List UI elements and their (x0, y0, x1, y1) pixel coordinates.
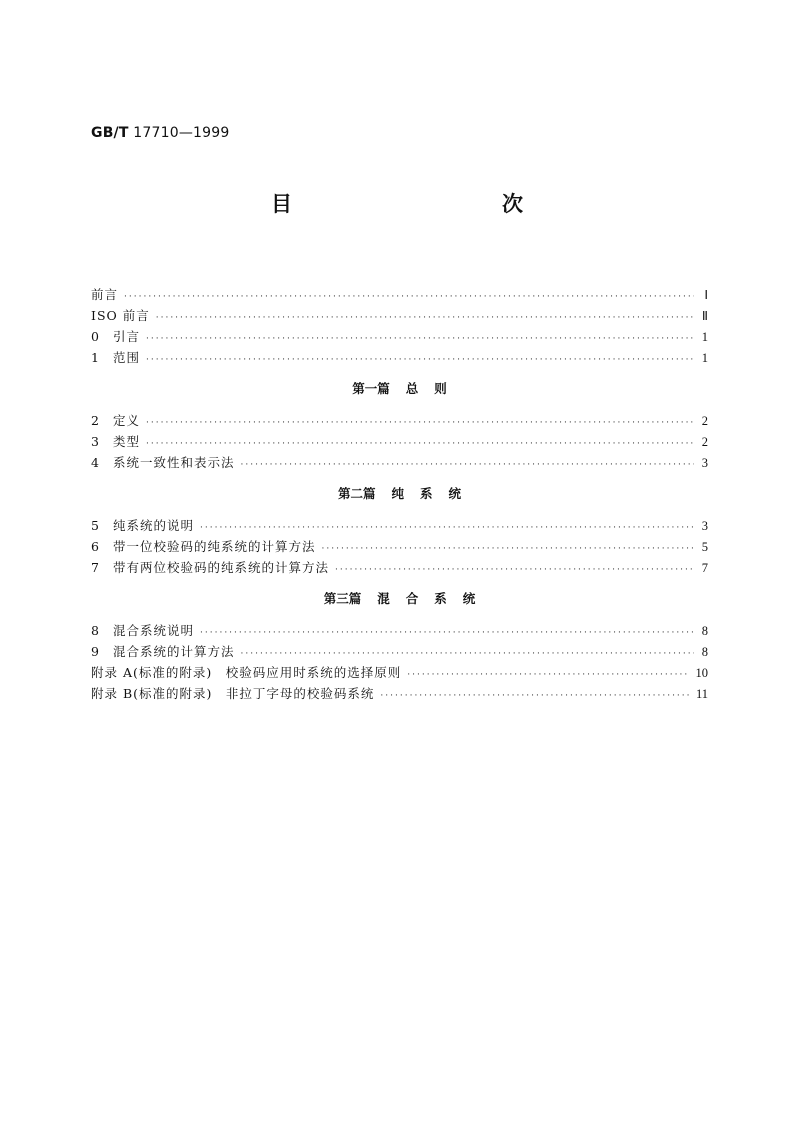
toc-entry-page: 3 (701, 456, 708, 470)
part-heading-text: 统 (448, 486, 462, 501)
toc-entry-title: 定义 (113, 413, 141, 428)
toc-entry-title: 类型 (113, 434, 141, 449)
toc-entry-title: 前言 (91, 287, 119, 302)
toc-entry-page: 1 (701, 351, 708, 365)
part-heading-text: 第一篇 (352, 381, 390, 396)
toc-entry-annex-b[interactable] (91, 683, 708, 704)
dot-leader (146, 413, 694, 434)
part-heading-text: 纯 (391, 486, 404, 501)
toc-entry-page: 11 (695, 687, 708, 701)
toc-entry-title: 纯系统的说明 (113, 518, 195, 533)
toc-entry-page: 8 (701, 645, 708, 659)
toc-entry-number: 9 (91, 644, 99, 659)
toc-entry[interactable] (91, 515, 708, 536)
toc-entry[interactable] (91, 452, 708, 473)
toc-entry-page: 2 (701, 435, 708, 449)
dot-leader (380, 686, 690, 707)
toc-entry-number: 8 (91, 623, 99, 638)
toc-entry-number: 2 (91, 413, 99, 428)
toc-entry-title: 范围 (113, 350, 141, 365)
table-of-contents (91, 284, 708, 704)
toc-entry[interactable] (91, 536, 708, 557)
toc-entry-number: 1 (91, 350, 99, 365)
toc-entry-scope[interactable] (91, 347, 708, 368)
toc-entry-page: 10 (695, 666, 708, 680)
part-heading-2 (91, 473, 708, 515)
dot-leader (407, 665, 689, 686)
standard-code-prefix: GB/T (91, 125, 129, 141)
toc-entry-page: 7 (701, 561, 708, 575)
toc-entry-title: 系统一致性和表示法 (113, 455, 235, 470)
toc-entry-page: 5 (701, 540, 708, 554)
toc-entry-number: 3 (91, 434, 99, 449)
part-heading-text: 第二篇 (337, 486, 376, 501)
toc-entry-number: 7 (91, 560, 99, 575)
toc-entry-page: 3 (701, 519, 708, 533)
part-heading-3 (91, 578, 708, 620)
part-heading-text: 则 (434, 381, 447, 396)
toc-entry[interactable] (91, 410, 708, 431)
part-heading-text: 合 (405, 591, 419, 606)
dot-leader (156, 308, 694, 329)
part-heading-text: 总 (405, 381, 419, 396)
part-heading-text: 系 (434, 591, 447, 606)
dot-leader (146, 329, 694, 350)
toc-entry-iso-foreword[interactable] (91, 305, 708, 326)
toc-entry-page: Ⅰ (704, 288, 708, 302)
toc-entry-title: 带有两位校验码的纯系统的计算方法 (113, 560, 330, 575)
toc-entry[interactable] (91, 431, 708, 452)
toc-entry-number: 0 (91, 329, 99, 344)
toc-entry-title: 附录 A(标准的附录) 校验码应用时系统的选择原则 (91, 665, 402, 680)
part-heading-text: 混 (377, 591, 390, 606)
toc-entry[interactable] (91, 557, 708, 578)
toc-entry[interactable] (91, 641, 708, 662)
toc-entry-annex-a[interactable] (91, 662, 708, 683)
part-heading-1 (91, 368, 708, 410)
toc-entry-title: 带一位校验码的纯系统的计算方法 (113, 539, 316, 554)
part-heading-text: 统 (462, 591, 476, 606)
toc-entry-title: 混合系统说明 (113, 623, 195, 638)
toc-entry-foreword[interactable] (91, 284, 708, 305)
dot-leader (124, 287, 694, 308)
page-title: 目 次 (271, 192, 579, 216)
toc-entry-page: 1 (701, 330, 708, 344)
toc-entry-title: 附录 B(标准的附录) 非拉丁字母的校验码系统 (91, 686, 375, 701)
toc-entry-title: ISO 前言 (91, 308, 150, 323)
toc-entry-number: 4 (91, 455, 99, 470)
standard-code-number: 17710—1999 (133, 125, 230, 141)
part-heading-text: 系 (420, 486, 433, 501)
toc-entry-number: 6 (91, 539, 99, 554)
toc-entry-title: 混合系统的计算方法 (113, 644, 235, 659)
toc-entry-page: Ⅱ (701, 309, 708, 323)
standard-code (91, 125, 229, 141)
dot-leader (200, 623, 694, 644)
toc-entry-number: 5 (91, 518, 99, 533)
toc-entry-introduction[interactable] (91, 326, 708, 347)
toc-entry-page: 2 (701, 414, 708, 428)
dot-leader (322, 539, 694, 560)
toc-entry[interactable] (91, 620, 708, 641)
toc-entry-page: 8 (701, 624, 708, 638)
toc-entry-title: 引言 (113, 329, 141, 344)
part-heading-text: 第三篇 (323, 591, 362, 606)
